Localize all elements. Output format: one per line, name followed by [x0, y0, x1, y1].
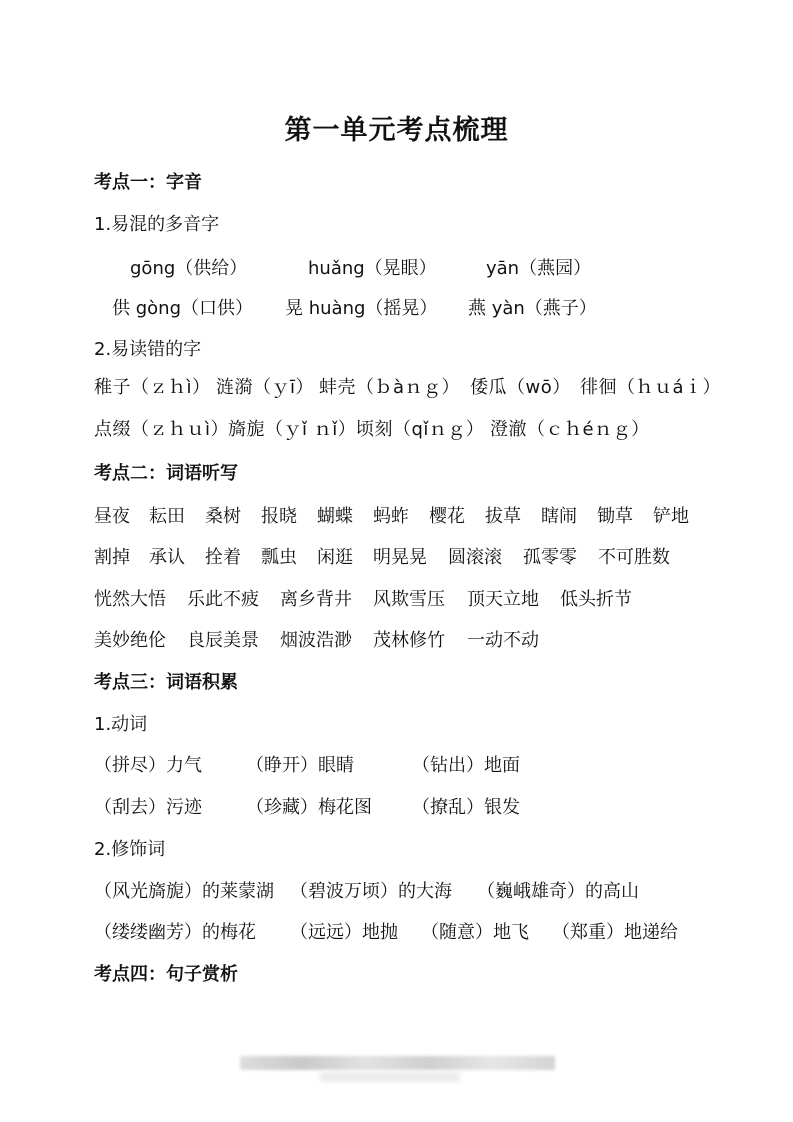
word-item: 烟波浩渺: [280, 630, 352, 651]
modifier-item: （巍峨雄奇）的高山: [477, 881, 639, 902]
word-item: 美妙绝伦: [94, 630, 166, 651]
misread-item: 蚌壳（ｂàｎｇ）: [319, 377, 461, 398]
word-item: 良辰美景: [187, 630, 259, 651]
verb-item: （珍藏）梅花图: [246, 797, 372, 818]
word-item: 茂林修竹: [373, 630, 445, 651]
word-item: 樱花: [429, 506, 465, 527]
section-heading-vocabulary: 考点三：词语积累: [94, 672, 238, 693]
word-item: 拔草: [485, 506, 521, 527]
misread-item: 涟漪（ｙī）: [216, 377, 315, 398]
word-item: 桑树: [205, 506, 241, 527]
verb-item: （睁开）眼睛: [246, 755, 354, 776]
word-item: 耘田: [149, 506, 185, 527]
polyphone-item: huǎng（晃眼）: [308, 258, 437, 279]
word-item: 离乡背井: [280, 589, 352, 610]
misread-item: 旖旎（ｙǐ ｎǐ）: [228, 419, 357, 440]
subheading-modifiers: 2.修饰词: [94, 839, 166, 860]
misread-item: 倭瓜（wō）: [470, 377, 571, 398]
word-item: 承认: [149, 547, 185, 568]
word-item: 报晓: [261, 506, 297, 527]
word-item: 顶天立地: [467, 589, 539, 610]
word-item: 不可胜数: [598, 547, 670, 568]
word-item: 拴着: [205, 547, 241, 568]
word-item: 一动不动: [467, 630, 539, 651]
word-item: 蝴蝶: [317, 506, 353, 527]
misread-item: 澄澈（ｃｈéｎｇ）: [490, 419, 650, 440]
modifier-item: （郑重）地递给: [552, 922, 678, 943]
subheading-polyphones: 1.易混的多音字: [94, 214, 220, 235]
word-item: 割掉: [94, 547, 130, 568]
word-item: 风欺雪压: [373, 589, 445, 610]
polyphone-item: gōng（供给）: [130, 258, 248, 279]
modifier-item: （缕缕幽芳）的梅花: [94, 922, 256, 943]
misread-item: 徘徊（ｈｕáｉ）: [580, 377, 722, 398]
misread-item: 稚子（ｚｈì）: [94, 377, 211, 398]
word-item: 低头折节: [560, 589, 632, 610]
word-item: 昼夜: [94, 506, 130, 527]
blurred-footer: [240, 1056, 555, 1070]
modifier-item: （随意）地飞: [421, 922, 529, 943]
page-title: 第一单元考点梳理: [284, 115, 509, 146]
section-heading-sentences: 考点四：句子赏析: [94, 964, 238, 985]
modifier-item: （碧波万顷）的大海: [290, 881, 452, 902]
section-heading-dictation: 考点二：词语听写: [94, 463, 238, 484]
polyphone-item: 晃 huàng（摇晃）: [285, 298, 438, 319]
subheading-verbs: 1.动词: [94, 714, 148, 735]
modifier-item: （风光旖旎）的莱蒙湖: [94, 881, 274, 902]
word-item: 瓢虫: [261, 547, 297, 568]
modifier-item: （远远）地抛: [290, 922, 398, 943]
word-item: 闲逛: [317, 547, 353, 568]
section-heading-pronunciation: 考点一：字音: [94, 172, 202, 193]
polyphone-item: 燕 yàn（燕子）: [468, 298, 597, 319]
blurred-footer-sub: [320, 1072, 460, 1082]
verb-item: （刮去）污迹: [94, 797, 202, 818]
verb-item: （钻出）地面: [412, 755, 520, 776]
word-item: 恍然大悟: [94, 589, 166, 610]
word-item: 锄草: [597, 506, 633, 527]
misread-item: 点缀（ｚｈｕì）: [94, 419, 230, 440]
word-item: 乐此不疲: [187, 589, 259, 610]
verb-item: （拼尽）力气: [94, 755, 202, 776]
word-item: 孤零零: [523, 547, 577, 568]
word-item: 圆滚滚: [448, 547, 502, 568]
polyphone-item: yān（燕园）: [486, 258, 592, 279]
verb-item: （撩乱）银发: [412, 797, 520, 818]
subheading-misread: 2.易读错的字: [94, 339, 202, 360]
word-item: 蚂蚱: [373, 506, 409, 527]
word-item: 铲地: [653, 506, 689, 527]
polyphone-item: 供 gòng（口供）: [112, 298, 253, 319]
word-item: 明晃晃: [373, 547, 427, 568]
misread-item: 顷刻（qǐｎｇ）: [356, 419, 485, 440]
word-item: 瞎闹: [541, 506, 577, 527]
